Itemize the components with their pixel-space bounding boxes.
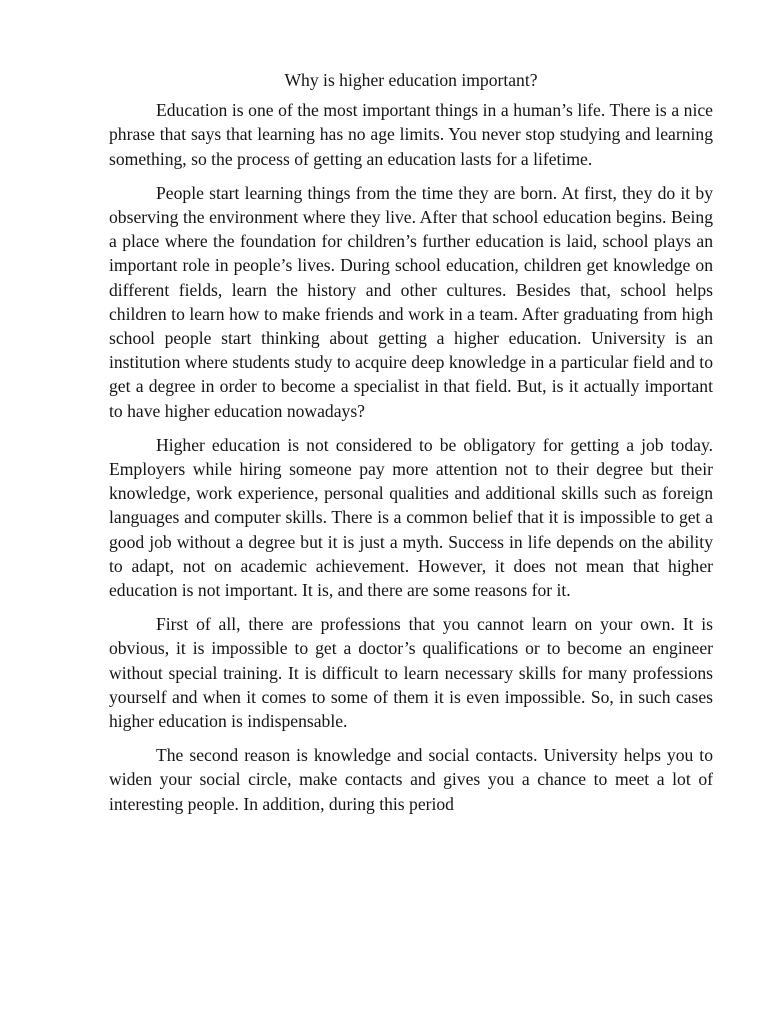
- paragraph-school-education: People start learning things from the time they are born. At first, they do it by observing the environment where they live. After that school education begins. Being a place where the foundation for children’s further education is laid, school plays an important role in people’s lives. During school education, children get knowledge on different fields, learn the history and other cultures. Besides that, school helps children to learn how to make friends and work in a team. After graduating from high school people start thinking about getting a higher education. University is an institution where students study to acquire deep knowledge in a particular field and to get a degree in order to become a specialist in that field. But, is it actually important to have higher education nowadays?: [109, 182, 713, 421]
- paragraph-first-reason: First of all, there are professions that you cannot learn on your own. It is obvious, it is impossible to get a doctor’s qualifications or to become an engineer without special training. It is difficult to learn necessary skills for many professions yourself and when it comes to some of them it is even impossible. So, in such cases higher education is indispensable.: [109, 614, 713, 732]
- paragraph-second-reason: The second reason is knowledge and social contacts. University helps you to widen your social circle, make contacts and gives you a chance to meet a lot of interesting people. In addition, during this period: [109, 745, 713, 814]
- paragraph-not-obligatory: Higher education is not considered to be obligatory for getting a job today. Employers while hiring someone pay more attention not to their degree but their knowledge, work experience, personal qualities and additional skills such as foreign languages and computer skills. There is a common belief that it is impossible to get a good job without a degree but it is just a myth. Success in life depends on the ability to adapt, not on academic achievement. However, it does not mean that higher education is not important. It is, and there are some reasons for it.: [109, 434, 713, 601]
- document-title: Why is higher education important?: [284, 70, 538, 90]
- paragraph-intro: Education is one of the most important things in a human’s life. There is a nice phrase that says that learning has no age limits. You never stop studying and learning something, so the process of getting an education lasts for a lifetime.: [109, 100, 713, 169]
- document-body: [109, 68, 713, 826]
